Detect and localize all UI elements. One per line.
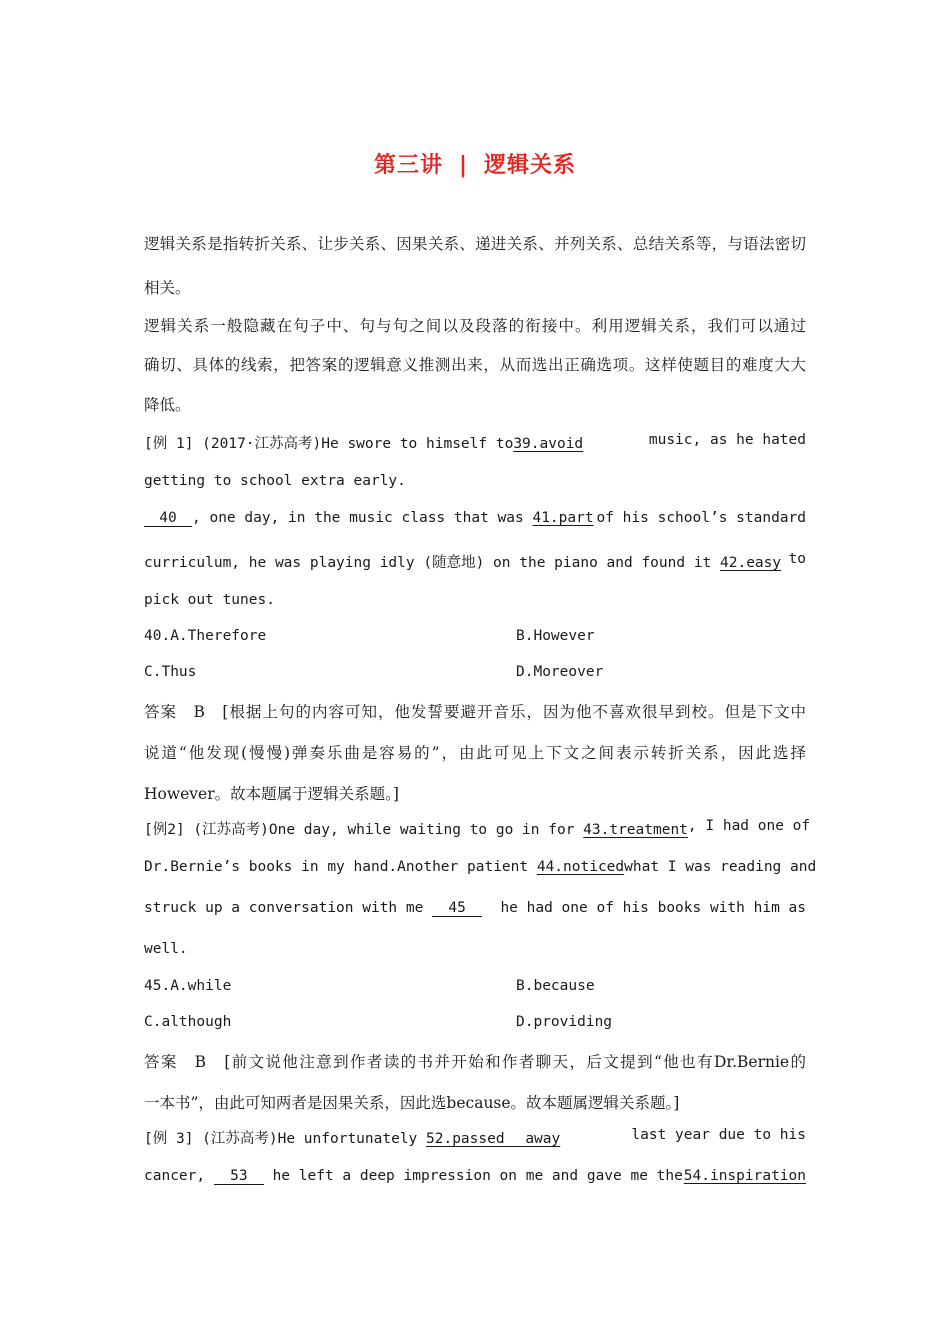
ex3-word-54: 54.inspiration <box>683 1168 806 1184</box>
ex2-option-d: D.providing <box>516 1014 613 1030</box>
ex2-line4: well. <box>144 941 188 957</box>
ex1-line4-end: to <box>788 551 806 567</box>
ex1-line3 <box>144 510 806 527</box>
ex1-answer-line2: 说道“他发现(慢慢)弹奏乐曲是容易的”，由此可见上下文之间表示转折关系，因此选择 <box>144 744 806 762</box>
ex3-line1 <box>144 1127 806 1148</box>
ex3-line2-text: cancer, <box>144 1168 214 1184</box>
lecture-topic: 逻辑关系 <box>484 153 577 178</box>
ex1-answer-line3: However。故本题属于逻辑关系题。] <box>144 785 399 803</box>
ex1-line4 <box>144 551 806 572</box>
ex2-line1 <box>144 818 811 839</box>
ex2-line2-text: Dr.Bernie’s books in my hand.Another patient <box>144 859 537 875</box>
ex3-blank-53: 53 <box>214 1168 264 1185</box>
ex1-line1 <box>144 432 806 453</box>
ex2-intro: [例2] (江苏高考)One day, while waiting to go in for <box>144 822 584 838</box>
ex2-line3-text: struck up a conversation with me <box>144 900 433 916</box>
intro-p1-line2: 相关。 <box>144 279 191 297</box>
ex1-blank-40: 40 <box>144 510 192 527</box>
ex1-option-a: 40.A.Therefore <box>144 628 267 644</box>
ex1-word-39: 39.avoid <box>513 436 584 452</box>
ex2-option-a: 45.A.while <box>144 978 232 994</box>
ex3-intro: [例 3] (江苏高考)He unfortunately <box>144 1131 427 1147</box>
intro-p2-line1: 逻辑关系一般隐藏在句子中、句与句之间以及段落的衔接中。利用逻辑关系，我们可以通过 <box>144 317 806 335</box>
lecture-number: 第三讲 <box>373 153 443 178</box>
ex1-line1-end: music, as he hated <box>648 432 806 448</box>
ex2-option-c: C.although <box>144 1014 232 1030</box>
ex2-line2 <box>144 859 817 875</box>
ex2-options-row1 <box>144 978 595 994</box>
ex2-word-44: 44.noticed <box>536 859 625 875</box>
ex2-answer-line1: 答案 B [前文说他注意到作者读的书并开始和作者聊天，后文提到“他也有Dr.Bernie的 <box>144 1053 806 1071</box>
ex1-option-d: D.Moreover <box>516 664 604 680</box>
ex1-option-b: B.However <box>516 628 595 644</box>
ex2-word-43: 43.treatment <box>583 822 688 838</box>
ex1-line4-text: curriculum, he was playing idly (随意地) on the piano and found it <box>144 555 721 571</box>
ex3-line2-mid: he left a deep impression on me and gave me the <box>263 1168 683 1184</box>
ex2-line1-end: , I had one of <box>687 818 811 834</box>
title-separator: | <box>458 153 469 178</box>
ex3-line1-end: last year due to his <box>631 1127 806 1143</box>
intro-p2-line2: 确切、具体的线索，把答案的逻辑意义推测出来，从而选出正确选项。这样使题目的难度大大 <box>144 356 806 374</box>
ex1-word-41: 41.part <box>532 510 594 526</box>
ex1-options-row1 <box>144 628 595 644</box>
ex2-blank-45: 45 <box>432 900 482 917</box>
ex3-word-52: 52.passed away <box>426 1131 561 1147</box>
ex1-option-c: C.Thus <box>144 664 197 680</box>
ex1-line3-end: of his school’s standard <box>596 510 806 526</box>
lecture-title <box>0 148 950 179</box>
ex3-line2 <box>144 1168 806 1185</box>
intro-p2-line3: 降低。 <box>144 396 191 414</box>
ex2-answer-line2: 一本书”，由此可知两者是因果关系，因此选because。故本题属逻辑关系题。] <box>144 1094 680 1112</box>
ex1-line5: pick out tunes. <box>144 592 275 608</box>
intro-p1-line1: 逻辑关系是指转折关系、让步关系、因果关系、递进关系、并列关系、总结关系等，与语法密切 <box>144 235 806 253</box>
ex2-line2-end: what I was reading and <box>624 859 817 875</box>
ex2-options-row2 <box>144 1014 612 1030</box>
ex1-intro: [例 1] (2017·江苏高考)He swore to himself to <box>144 436 514 452</box>
ex1-line3-text: , one day, in the music class that was <box>192 510 533 526</box>
ex2-line3-end: he had one of his books with him as <box>500 900 806 916</box>
ex2-option-b: B.because <box>516 978 595 994</box>
ex1-answer-line1: 答案 B [根据上句的内容可知，他发誓要避开音乐，因为他不喜欢很早到校。但是下文中 <box>144 703 806 721</box>
ex1-word-42: 42.easy <box>720 555 782 571</box>
ex1-line2: getting to school extra early. <box>144 473 406 489</box>
ex2-line3 <box>144 900 806 917</box>
ex1-options-row2 <box>144 664 603 680</box>
